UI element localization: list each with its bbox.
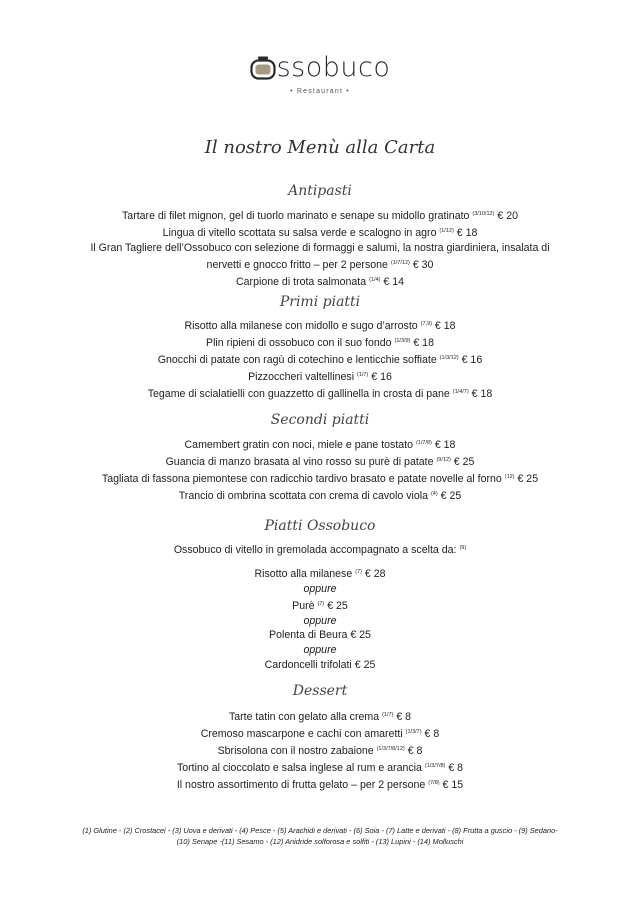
menu-item-name: Purè [292,599,315,612]
menu-item [0,334,640,351]
primi-list [0,317,640,402]
allergen-codes: (7/8) [428,780,440,786]
menu-item-price: € 18 [413,337,434,349]
menu-item-price: € 20 [497,210,518,222]
menu-title: Il nostro Menù alla Carta [204,137,436,158]
section-title-dessert: Dessert [292,683,348,699]
menu-item-price: € 8 [424,728,440,740]
menu-item-name: Il Gran Tagliere dell’Ossobuco con selezione di formaggi e salumi, la nostra giardiniera, insalata di [90,242,550,254]
allergen-codes: (7) [317,600,325,607]
menu-item [0,368,640,385]
allergen-codes: (7,9) [420,321,432,327]
allergen-codes: (1/3/7/8) [424,763,446,769]
option-separator: oppure [303,644,337,656]
allergen-codes: (1/3/9) [394,338,411,344]
menu-item-price: € 18 [456,227,478,239]
allergen-codes: (12) [504,474,515,480]
menu-item-name: Polenta di Beura [269,629,348,641]
allergen-codes: (1/4) [369,277,381,283]
allergen-legend-line-2: (10) Senape -(11) Sesamo - (12) Anidride solforosa e solfiti - (13) Lupini - (14) Molluschi [176,837,464,846]
menu-item-price: € 25 [453,456,475,468]
option-separator: oppure [303,614,337,627]
menu-item-name: Camembert gratin con noci, miele e pane tostato [184,439,414,451]
allergen-codes: (7) [355,569,362,575]
logo-text: ssobuco [276,52,391,83]
pot-icon [250,55,276,81]
logo-subtitle: • Restaurant • [290,88,350,95]
menu-item-name: Risotto alla milanese [254,568,353,580]
menu-item [0,256,640,273]
menu-item-price: € 18 [471,388,493,400]
menu-item-price: € 25 [327,599,348,612]
menu-item-price: € 16 [461,354,483,366]
menu-item-name: Sbrisolona con il nostro zabaione [217,745,374,757]
menu-item-price: € 28 [364,568,386,580]
restaurant-logo [0,52,640,83]
menu-item [0,628,640,643]
menu-item-price: € 18 [434,439,456,451]
allergen-codes: (1/7/8) [415,440,432,446]
menu-item-price: € 16 [371,371,392,383]
menu-item-name: Ossobuco di vitello in gremolada accompagnato a scelta da: [173,544,457,556]
menu-item [0,385,640,402]
menu-item [0,776,640,793]
allergen-legend-line-1: (1) Glutine - (2) Crostacei - (3) Uova e derivati - (4) Pesce - (5) Arachidi e derivati - (6) Soia - (7) Latte e derivati - (8) Frutta a guscio - (9) Sedano- [82,826,558,835]
menu-item [0,597,640,614]
menu-item-name: Pizzoccheri valtellinesi [248,371,355,383]
menu-item-price: € 25 [440,490,462,502]
allergen-codes: (9) [459,545,467,551]
menu-item-name: Il nostro assortimento di frutta gelato – per 2 persone [176,779,426,791]
option-separator: oppure [303,583,337,595]
allergen-codes: (1/3/12) [439,355,459,361]
menu-item-name: Guancia di manzo brasata al vino rosso su purè di patate [165,456,434,468]
ossobuco-options [0,565,640,673]
menu-item-price: € 25 [354,658,376,671]
section-title-secondi: Secondi piatti [270,412,370,428]
menu-item [0,224,640,241]
allergen-codes: (1/7/12) [390,260,410,266]
menu-item [0,207,640,224]
allergen-codes: (1/12) [439,228,454,234]
menu-item-name: Cremoso mascarpone e cachi con amaretti [200,728,403,740]
menu-item [0,317,640,334]
menu-item-price: € 8 [448,762,464,774]
allergen-codes: (1/3/7/8/12) [376,746,405,752]
dessert-list [0,708,640,793]
section-title-antipasti: Antipasti [288,183,352,199]
menu-item [0,658,640,673]
menu-item-name: Lingua di vitello scottata su salsa verde e scalogno in agro [162,227,437,239]
menu-item [0,541,640,558]
menu-item-name: Trancio di ombrina scottata con crema di cavolo viola [178,490,428,502]
menu-item-name: Tegame di scialatielli con guazzetto di gallinella in crosta di pane [147,388,450,400]
menu-item-price: € 14 [383,276,404,288]
menu-item-name: Risotto alla milanese con midollo e sugo d’arrosto [184,320,418,332]
allergen-legend [40,825,600,847]
menu-item [0,725,640,742]
menu-item [0,273,640,290]
menu-item-name: Tartare di filet mignon, gel di tuorlo marinato e senape su midollo gratinato [122,210,470,222]
menu-item [0,351,640,368]
section-title-primi: Primi piatti [279,294,361,310]
menu-item [0,470,640,487]
menu-item-name: Carpione di trota salmonata [236,276,367,288]
menu-item-name: Tagliata di fassona piemontese con radicchio tardivo brasato e patate novelle al forno [101,473,502,485]
menu-item-price: € 15 [442,779,464,791]
menu-item [0,742,640,759]
menu-item-price: € 25 [517,473,539,485]
menu-item-name: Gnocchi di patate con ragù di cotechino e lenticchie soffiate [157,354,437,366]
menu-item [0,241,640,256]
menu-item-price: € 8 [396,711,412,723]
menu-item [0,565,640,582]
ossobuco-intro [0,541,640,558]
menu-item-price: € 30 [412,259,434,271]
menu-item-name: Cardoncelli trifolati [264,658,352,671]
allergen-codes: (1/7) [357,372,369,378]
section-title-ossobuco: Piatti Ossobuco [264,518,376,534]
menu-item [0,759,640,776]
allergen-codes: (1/4/7) [452,389,469,395]
allergen-codes: (1/7) [382,712,394,718]
menu-item-name: Tarte tatin con gelato alla crema [228,711,380,723]
allergen-codes: (4) [430,491,438,497]
menu-item-name: Plin ripieni di ossobuco con il suo fondo [206,337,392,349]
secondi-list [0,436,640,504]
allergen-codes: (9/12) [436,457,451,463]
menu-item [0,453,640,470]
menu-item-price: € 25 [350,629,371,641]
menu-item-price: € 18 [434,320,456,332]
antipasti-list [0,207,640,290]
menu-item-price: € 8 [407,745,423,757]
menu-item-name: Tortino al cioccolato e salsa inglese al rum e arancia [176,762,422,774]
allergen-codes: (1/3/7) [405,729,422,735]
allergen-codes: (3/10/12) [472,211,495,217]
menu-item-name: nervetti e gnocco fritto – per 2 persone [206,259,388,271]
menu-item [0,487,640,504]
menu-item [0,436,640,453]
menu-item [0,708,640,725]
